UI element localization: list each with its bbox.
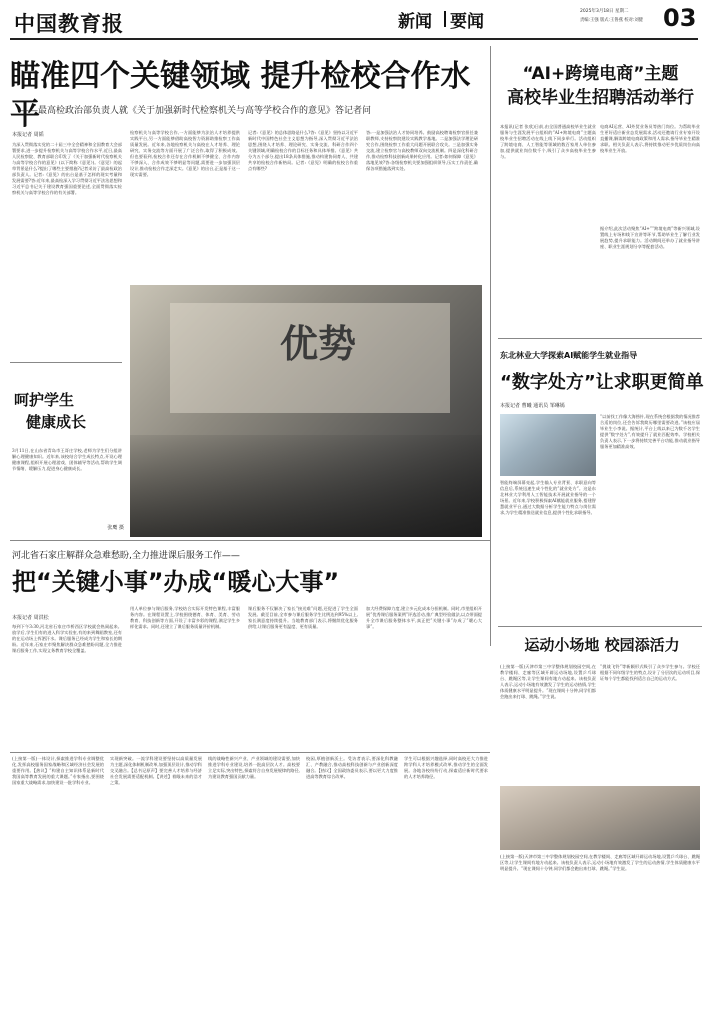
- lead-col-3: [248, 130, 358, 278]
- hebei-col-3-text: 课后服务不仅解决了家长“接送难”问题,还促进了学生全面发展。截至目前,全市参与课后服务学生比例达到95%以上,家长满意度持续提升。当地教育部门表示,将继续优化服务供给,让课后服务更有温度、更有质量。: [248, 606, 358, 629]
- right-divider-2: [498, 626, 702, 627]
- sports-col-1: [500, 664, 596, 782]
- left-box-headline-1: 呵护学生: [14, 391, 75, 409]
- ai-ecommerce-col-2: [600, 124, 700, 224]
- sports-col-2-text: “挑战飞铃”等新颖形式吸引了众多学生参与。学校还根据不同年级学生的特点,设计了分层次的运动项目,保证每个学生都能找到适合自己的运动方式。: [600, 664, 700, 681]
- bottom-col-2: [110, 756, 202, 1018]
- digital-prescription-byline: 本报记者 曹曦 通讯员 邹琳嫣: [500, 403, 565, 409]
- section-divider: [444, 11, 446, 27]
- classroom-photo: [130, 285, 482, 537]
- bottom-col-4: [306, 756, 398, 1018]
- ai-ecommerce-col-2b: [600, 226, 700, 332]
- digital-prescription-col-1-text: 智能终端屏幕亮起,学生输入专业背景、求职意向等信息后,系统迅速生成个性化的“就业处方”。这是东北林业大学利用人工智能技术开展就业指导的一个场景。近年来,学校积极探索AI赋能就业服务,搭建智慧就业平台,通过大数据分析学生能力特点与岗位需求,为学生精准推送就业信息,提供个性化求职指导。: [500, 480, 596, 515]
- date-line: 2025年3月18日 星期二: [580, 9, 629, 14]
- section-label-important: 要闻: [450, 12, 484, 32]
- ai-ecommerce-headline-1: “AI+跨境电商”主题: [522, 64, 679, 84]
- lead-headline: 瞄准四个关键领域 提升检校合作水平: [10, 59, 471, 132]
- digital-prescription-kicker: 东北林业大学探索AI赋能学生就业指导: [500, 351, 638, 360]
- hebei-byline: 本报记者 周洪松: [12, 615, 49, 621]
- bottom-rule: [10, 752, 490, 753]
- hebei-col-2-text: 用人单位参与课后服务,学校结合实际开发特色课程,丰富服务内容。在课程设置上,学校围绕德育、体育、美育、劳动教育、科技创新等方面,开设了丰富多彩的课程,满足学生多样化需求。同时,还建立了课后服务质量评价机制。: [130, 606, 240, 629]
- lead-col-3-text: 记者:《意见》的总体思路是什么?答:《意见》坚持以习近平新时代中国特色社会主义思想为指导,深入贯彻习近平法治思想,围绕人才培养、理论研究、实务交流、科研合作四个关键领域,明确检校合作的目标任务和具体举措。《意见》共分为五个部分,提出18条具体措施,推动构建协同育人、共建共享的检校合作新格局。记者:《意见》明确的检校合作重点有哪些?: [248, 130, 358, 171]
- left-box-headline-2: 健康成长: [26, 413, 87, 431]
- hebei-col-1: [12, 624, 122, 748]
- right-divider: [498, 338, 702, 339]
- lead-byline: 本报记者 周韬: [12, 132, 44, 138]
- col-divider: [490, 46, 491, 646]
- bottom-col-3: [208, 756, 300, 1018]
- left-box-body-text: 3月11日,在山东省青岛市王哥庄学校,老师为学生们分组讲解心理健康知识。近年来,该校结合学生成长特点,开设心理健康课程,组织开展心理游戏、团体辅导等活动,帮助学生调节情绪、缓解压力,促进身心健康成长。: [12, 448, 122, 471]
- bottom-col-2-text: 实现新突破。一流学科建设要坚持以高质量发展为主题,深化体制机制改革,加强顶层设计,推动学科交叉融合。【总书记原声】要完善人才培养与经济社会发展需要适配机制。【讲述】着眼未来的浩才之策。: [110, 756, 202, 785]
- ai-ecommerce-col-2b-text: 据介绍,此次活动聚焦“AI+”“跨境电商”等新兴领域,设置线上专场和线下宣讲等环节,帮助毕业生了解行业发展趋势,提升求职能力。活动期间还举办了就业指导讲座、职业生涯规划分享等配套活动。: [600, 226, 700, 249]
- photo-board-text: 优势: [280, 322, 357, 366]
- sports-col-2: [600, 664, 700, 782]
- left-box-credit: 张鹰 摄: [107, 525, 124, 531]
- sports-col-3: [500, 854, 700, 1018]
- hebei-col-4: [366, 606, 482, 748]
- lead-col-4: [366, 130, 478, 278]
- sports-photo: [500, 786, 700, 850]
- digital-prescription-col-1: [500, 480, 596, 620]
- left-box-body: [12, 448, 122, 520]
- digital-prescription-headline: “数字处方”让求职更简单: [500, 372, 704, 393]
- hebei-col-4-text: 加大经费保障力度,建立多元化成本分担机制。同时,市里组织开展“优秀课后服务案例”评选活动,推广典型经验做法,以点带面提升全市课后服务整体水平,真正把“关键小事”办成了“暖心大事”。: [366, 606, 482, 629]
- masthead-rule: [10, 38, 698, 40]
- sports-col-3-text: (上接第一版)天津市第三中学整体规划校园空间,在教学楼间、走廊等区域开辟运动场地,设置乒乓球台、跳绳区等,让学生课间有地方动起来。该校负责人表示,运动小场地有效激发了学生的运动热情,学生体质健康水平明显提升。“现在课间十分钟,同学们都会跑出来打球、跳绳。”学生说。: [500, 854, 700, 871]
- page-number: 03: [663, 4, 697, 32]
- lead-col-2-text: 检察机关与高等学校合作,一方面能够为法治人才培养提供实践平台,另一方面能够借助高校智力资源助推检察工作高质量发展。近年来,各地检察机关与高校在人才培养、理论研究、实务交流等方面开展了广泛合作,取得了积极成效。但也要看到,检校合作还存在合作机制不够健全、合作内容不够深入、合作成效不够明显等问题,需要进一步加强顶层设计,推动检校合作走深走实。《意见》的出台,正是基于这一现实需要。: [130, 130, 240, 177]
- newspaper-logo: 中国教育报: [14, 11, 124, 36]
- section-label-news: 新闻: [398, 12, 432, 32]
- photo-students: [130, 435, 482, 537]
- bottom-col-5: [404, 756, 488, 1018]
- editor-line: 责编:王强 版式:王鲁燕 校对:刘健: [580, 18, 643, 23]
- bottom-col-5-text: 学生可以根据兴趣选择,同时高校还大力推进跨学科人才培养模式改革,推动学生的全面发展。各地各校纷纷行动,探索适应新时代要求的人才培养路径。: [404, 756, 488, 779]
- sports-headline: 运动小场地 校园添活力: [524, 636, 680, 654]
- ai-ecommerce-col-1-text: 本报讯(记者 张欣)日前,由全国普通高校毕业生就业服务与生涯发展平台组织的“AI+跨境电商”主题高校毕业生招聘活动在线上线下同步举行。活动组织了跨境电商、人工智能等领域的数百家用人单位参加,提供就业岗位数千个,吸引了众多高校毕业生参与。: [500, 124, 596, 159]
- lead-col-4-text: 答:一是加强法治人才协同培养。鼓励高校聘请检察官担任兼职教师,支持检察院建设实践教学基地。二是加强法学理论研究合作,围绕检察工作重大问题开展联合攻关。三是加强实务交流,建立检察官与高校教师双向交流机制。四是深化科研合作,推动检察科技创新成果转化应用。记者:如何保障《意见》落地见效?答:各级检察机关要加强组织领导,压实工作责任,确保各项措施落到实处。: [366, 130, 478, 171]
- hebei-kicker: 河北省石家庄解群众急难愁盼,全力推进课后服务工作——: [12, 551, 240, 561]
- ai-ecommerce-col-1: [500, 124, 596, 332]
- hebei-headline: 把“关键小事”办成“暖心大事”: [12, 568, 340, 596]
- ai-ecommerce-headline-2: 高校毕业生招聘活动举行: [507, 88, 694, 108]
- hebei-col-2: [130, 606, 240, 748]
- bottom-col-3-text: 线的战略性新兴产业、产业领域的建设需要,加快推进学科专业建设,培养一批高层次人才。高校要立足实际,突出特色,探索符合自身发展规律的路径,为建设教育强国贡献力量。: [208, 756, 300, 779]
- digital-prescription-photo: [500, 414, 596, 476]
- bottom-col-1: [12, 756, 104, 1018]
- digital-prescription-col-2: [600, 414, 700, 620]
- left-box-rule: [10, 362, 122, 363]
- ai-ecommerce-col-2-text: 电商AI运营、AI外贸业务员等热门岗位。为帮助毕业生更好适应新业态发展需求,活动还邀请行业专家开设直播课,解读跨境电商政策和用人需求,指导毕业生精准求职。相关负责人表示,将持续推动更多优质岗位向高校毕业生开放。: [600, 124, 700, 153]
- left-box-rule-bottom: [10, 540, 490, 541]
- digital-prescription-col-2-text: “以前找工作像大海捞针,现在系统会根据我的情况推荐合适的岗位,还会告诉我简历哪里需要改进。”该校应届毕业生小李说。据统计,平台上线以来已为数千名学生提供“数字处方”,有效提升了就业匹配效率。学校相关负责人表示,下一步将持续完善平台功能,推动就业指导服务更加精准高效。: [600, 414, 700, 449]
- bottom-col-1-text: (上接第一版)一体设计,探索推进学科专业调整优化,发挥高校服务国家战略和区域经济社会发展的重要作用。【热议】“构建自主知识体系是新时代我国高等教育发展的重大课题。”专家指出,要围绕国家重大战略需求,加快建设一批学科专业。: [12, 756, 104, 785]
- lead-col-1-text: 为深入贯彻落实党的二十届三中全会精神和全国教育大会部署要求,进一步提升检察机关与高等学校合作水平,近日,最高人民检察院、教育部联合印发了《关于加强新时代检察机关与高等学校合作的意见》(以下简称《意见》)。《意见》的起草背景是什么?提出了哪些主要措施?记者采访了最高检政治部负责人。记者:《意见》的出台是基于怎样的现实考量和发展需要?答:近年来,最高检深入学习贯彻习近平法治思想和习近平总书记关于建设教育强国重要论述,全面贯彻落实检察机关与高等学校合作的有关部署。: [12, 142, 122, 195]
- sports-col-1-text: (上接第一版)天津市第三中学整体规划校园空间,在教学楼间、走廊等区域开辟运动场地,设置乒乓球台、跳绳区等,让学生课间有地方动起来。该校负责人表示,运动小场地有效激发了学生的运动热情,学生体质健康水平明显提升。“现在课间十分钟,同学们都会跑出来打球、跳绳。”学生说。: [500, 664, 596, 699]
- lead-subtitle: ——最高检政治部负责人就《关于加强新时代检察机关与高等学校合作的意见》答记者问: [20, 106, 372, 116]
- hebei-col-3: [248, 606, 358, 748]
- lead-col-1: [12, 142, 122, 357]
- bottom-col-4-text: 校园,厚植创新沃土。受访者表示,要深化科教融汇、产教融合,推动高校科技创新与产业创新深度融合。【热议】全国政协委员表示,要以更大力度推进高等教育综合改革。: [306, 756, 398, 779]
- lead-col-2: [130, 130, 240, 278]
- hebei-col-1-text: 每到下午3:30,河北省石家庄市桥西区学校就会热闹起来。放学后,学生们有的进入科学实验室,有的来到舞蹈教室,还有的在运动场上挥洒汗水。课后服务已经成为学生和家长的期盼。近年来,石家庄市聚焦解决群众急难愁盼问题,全力推进课后服务工作,实现义务教育学校全覆盖。: [12, 624, 122, 653]
